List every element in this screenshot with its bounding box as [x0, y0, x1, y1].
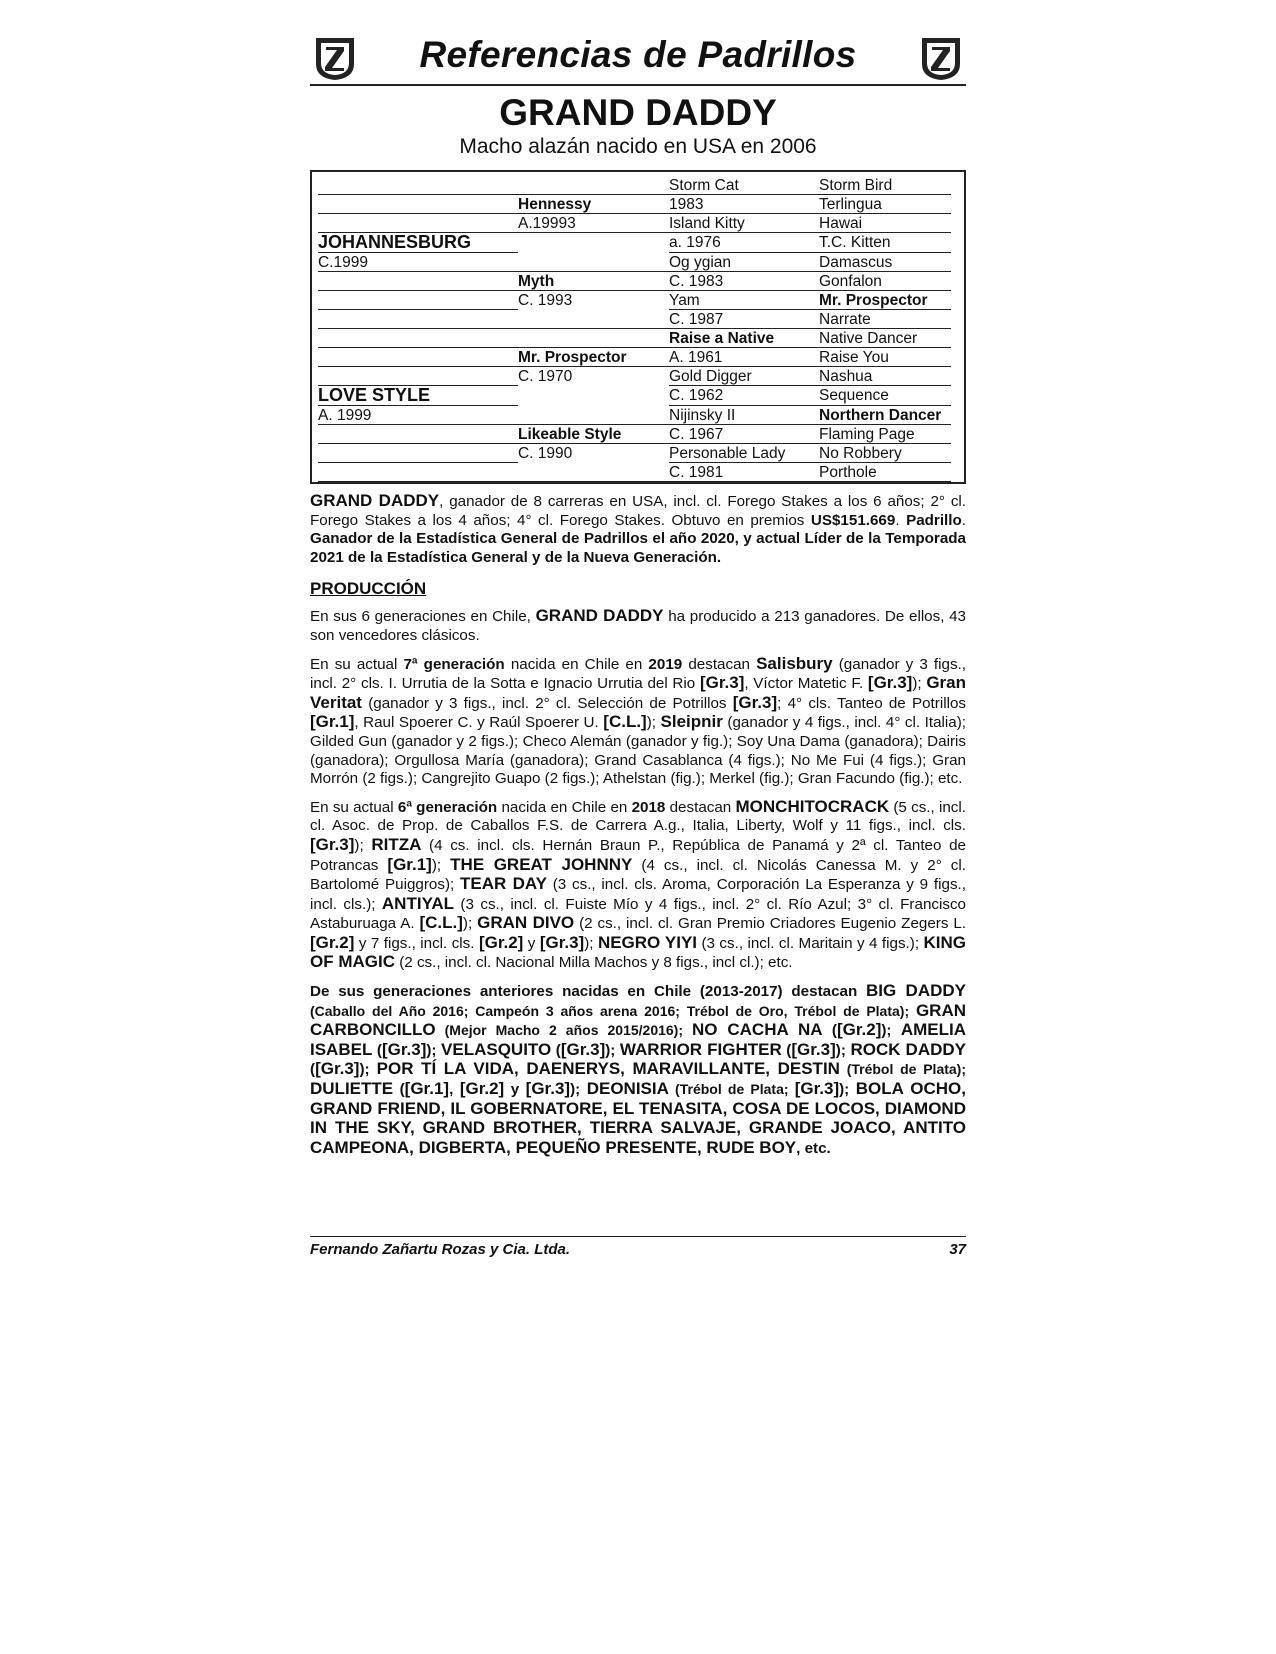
pedigree-row: Myth C. 1983 Gonfalon — [318, 272, 956, 291]
footer-company: Fernando Zañartu Rozas y Cia. Ltda. — [310, 1241, 571, 1258]
pedigree-row: Storm Cat Storm Bird — [318, 176, 956, 195]
horse-subtitle: Macho alazán nacido en USA en 2006 — [459, 135, 817, 158]
page-footer — [310, 1236, 966, 1258]
pedigree-row: JOHANNESBURG a. 1976 T.C. Kitten — [318, 233, 956, 253]
pedigree-row: C. 1987 Narrate — [318, 310, 956, 329]
pedigree-row: Hennessy 1983 Terlingua — [318, 195, 956, 214]
pedigree-row: Raise a Native Native Dancer — [318, 329, 956, 348]
pedigree-row: Mr. Prospector A. 1961 Raise You — [318, 348, 956, 367]
generation-7-paragraph: En su actual 7ª generación nacida en Chile en 2019 destacan Salisbury (ganador y 3 figs., incl. 2° cls. I. Urrutia de la Sotta e Ignacio Urrutia del Rio [Gr.3], Víctor Matetic F. [Gr.3]); Gran Veritat (ganador y 3 figs., incl. 2° cl. Selección de Potrillos [Gr.3]; 4° cls. Tanteo de Potrillos [Gr.1], Raul Spoerer C. y Raúl Spoerer U. [C.L.]); Sleipnir (ganador y 4 figs., incl. 4° cl. Italia); Gilded Gun (ganador y 2 figs.); Checo Alemán (ganador y fig.); Soy Una Dama (ganadora); Dairis (ganadora); Orgullosa María (ganadora); Grand Casablanca (4 figs.); No Me Fui (4 figs.); Gran Morrón (2 figs.); Cangrejito Guapo (2 figs.); Athelstan (fig.); Merkel (fig.); Gran Facundo (fig.); etc. — [310, 653, 967, 788]
pedigree-row: C. 1990 Personable Lady No Robbery — [318, 444, 956, 463]
intro-paragraph: GRAND DADDY, ganador de 8 carreras en USA, incl. cl. Forego Stakes a los 6 años; 2° cl. Forego Stakes a los 4 años; 4° cl. Forego Stakes. Obtuvo en premios US$151.669. Padrillo. Ganador de la Estadística General de Padrillos el año 2020, y actual Líder de la Temporada 2021 de la Estadística General y de la Nueva Generación. — [310, 491, 967, 566]
page-number: 37 — [949, 1241, 966, 1258]
previous-generations-paragraph: De sus generaciones anteriores nacidas en Chile (2013-2017) destacan BIG DADDY (Caballo del Año 2016; Campeón 3 años arena 2016; Trébol de Oro, Trébol de Plata); GRAN CARBONCILLO (Mejor Macho 2 años 2015/2016); NO CACHA NA ([Gr.2]); AMELIA ISABEL ([Gr.3]); VELASQUITO ([Gr.3]); WARRIOR FIGHTER ([Gr.3]); ROCK DADDY ([Gr.3]); POR TÍ LA VIDA, DAENERYS, MARAVILLANTE, DESTIN (Trébol de Plata); DULIETTE ([Gr.1], [Gr.2] y [Gr.3]); DEONISIA (Trébol de Plata; [Gr.3]); BOLA OCHO, GRAND FRIEND, IL GOBERNATORE, EL TENASITA, COSA DE LOCOS, DIAMOND IN THE SKY, GRAND BROTHER, TIERRA SALVAJE, GRANDE JOACO, ANTITO CAMPEONA, DIGBERTA, PEQUEÑO PRESENTE, RUDE BOY, etc. — [310, 981, 966, 1157]
pedigree-row: C.1999 Og ygian Damascus — [318, 253, 956, 272]
pedigree-table — [310, 170, 966, 484]
pedigree-row: Likeable Style C. 1967 Flaming Page — [318, 425, 956, 444]
pedigree-row: C. 1993 Yam Mr. Prospector — [318, 291, 956, 310]
horse-name: GRAND DADDY — [499, 92, 777, 133]
pedigree-row: A. 1999 Nijinsky II Northern Dancer — [318, 406, 956, 425]
document-page — [310, 32, 966, 1158]
production-summary: En sus 6 generaciones en Chile, GRAND DADDY ha producido a 213 ganadores. De ellos, 43 son vencedores clásicos. — [310, 606, 967, 644]
pedigree-row: A.19993 Island Kitty Hawai — [318, 214, 956, 233]
zr-logo-icon — [918, 34, 964, 82]
pedigree-row: C. 1970 Gold Digger Nashua — [318, 367, 956, 386]
pedigree-row: LOVE STYLE C. 1962 Sequence — [318, 386, 956, 406]
page-header — [310, 32, 966, 86]
section-heading: PRODUCCIÓN — [310, 579, 427, 599]
generation-6-paragraph: En su actual 6ª generación nacida en Chile en 2018 destacan MONCHITOCRACK (5 cs., incl. cl. Asoc. de Prop. de Caballos F.S. de Carrera A.g., Italia, Liberty, Wolf y 11 figs., incl. cls. [Gr.3]); RITZA (4 cs. incl. cls. Hernán Braun P., República de Panamá y 2ª cl. Tanteo de Potrancas [Gr.1]); THE GREAT JOHNNY (4 cs., incl. cl. Nicolás Canessa M. y 2° cl. Bartolomé Puiggros); TEAR DAY (3 cs., incl. cls. Aroma, Corporación La Esperanza y 9 figs., incl. cls.); ANTIYAL (3 cs., incl. cl. Fuiste Mío y 4 figs., incl. 2° cl. Río Azul; 3° cl. Francisco Astaburuaga A. [C.L.]); GRAN DIVO (2 cs., incl. cl. Gran Premio Criadores Eugenio Zegers L. [Gr.2] y 7 figs., incl. cls. [Gr.2] y [Gr.3]); NEGRO YIYI (3 cs., incl. cl. Maritain y 4 figs.); KING OF MAGIC (2 cs., incl. cl. Nacional Milla Machos y 8 figs., incl cl.); etc. — [310, 796, 967, 972]
pedigree-row: C. 1981 Porthole — [318, 463, 956, 482]
header-title: Referencias de Padrillos — [419, 34, 857, 75]
